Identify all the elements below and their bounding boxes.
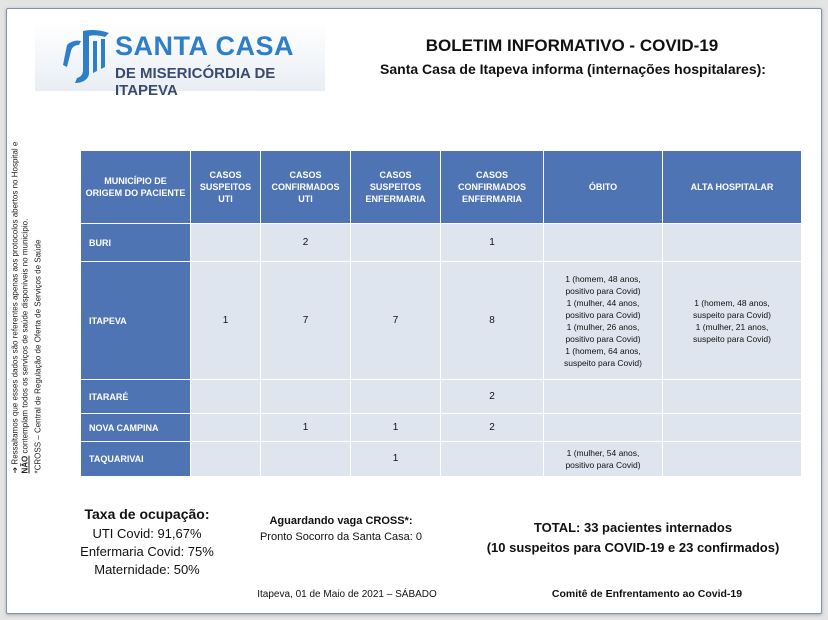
total-breakdown: (10 suspeitos para COVID-19 e 23 confirmados) [486, 540, 780, 555]
municipio-cell: ITAPEVA [81, 262, 191, 380]
table-row [81, 414, 802, 442]
susp-uti-cell [191, 380, 261, 414]
waiting-line: Pronto Socorro da Santa Casa: 0 [259, 531, 423, 543]
conf-enf-cell [441, 442, 544, 477]
conf-enf-cell: 2 [441, 414, 544, 442]
santa-casa-logo [35, 21, 325, 99]
bulletin-title: BOLETIM INFORMATIVO - COVID-19 [425, 36, 719, 55]
obito-line: positivo para Covid) [565, 333, 641, 344]
waiting-title: Aguardando vaga CROSS*: [269, 515, 413, 527]
susp-uti-cell [191, 442, 261, 477]
header-susp-uti: CASOS SUSPEITOS UTI [191, 151, 261, 224]
total-block [459, 518, 807, 558]
municipio-cell: ITARARÉ [81, 380, 191, 414]
conf-uti-cell [261, 380, 351, 414]
alta-cell [663, 442, 802, 477]
obito-line: 1 (homem, 48 anos, [565, 273, 641, 284]
obito-line: positivo para Covid) [565, 309, 641, 320]
conf-uti-cell: 2 [261, 224, 351, 262]
cross-note: *CROSS – Central de Regulação de Oferta de Serviços de Saúde [33, 239, 43, 474]
header-conf-uti: CASOS CONFIRMADOS UTI [261, 151, 351, 224]
obito-line: 1 (homem, 64 anos, [565, 345, 641, 356]
bulletin-subtitle: Santa Casa de Itapeva informa (internações hospitalares): [380, 61, 766, 77]
susp-enf-cell: 1 [351, 414, 441, 442]
conf-enf-cell: 1 [441, 224, 544, 262]
conf-uti-cell: 7 [261, 262, 351, 380]
header-susp-enf: CASOS SUSPEITOS ENFERMARIA [351, 151, 441, 224]
bulletin-card [6, 8, 822, 614]
obito-line: 1 (mulher, 44 anos, [566, 297, 640, 308]
alta-line: 1 (mulher, 21 anos, [695, 321, 769, 332]
table-row [81, 380, 802, 414]
conf-uti-cell: 1 [261, 414, 351, 442]
santa-casa-emblem-icon [61, 27, 113, 87]
municipio-cell: BURI [81, 224, 191, 262]
obito-cell [544, 380, 663, 414]
table-row [81, 224, 802, 262]
municipio-cell: TAQUARIVAI [81, 442, 191, 477]
occupancy-title: Taxa de ocupação: [84, 506, 210, 522]
table-header-row [81, 151, 802, 224]
alta-cell [663, 380, 802, 414]
side-note-nao: NÃO [20, 455, 30, 474]
obito-line: suspeito para Covid) [564, 357, 642, 368]
header-municipio: MUNICÍPIO DE ORIGEM DO PACIENTE [81, 151, 191, 224]
side-note-part2: contemplam todos os serviços de saúde disponíveis no município. [20, 218, 30, 454]
conf-enf-cell: 2 [441, 380, 544, 414]
occupancy-uti: UTI Covid: 91,67% [92, 526, 202, 541]
susp-enf-cell: 7 [351, 262, 441, 380]
occupancy-maternidade: Maternidade: 50% [94, 562, 200, 577]
logo-title: SANTA CASA [115, 31, 294, 61]
susp-uti-cell [191, 224, 261, 262]
alta-line: suspeito para Covid) [693, 309, 771, 320]
susp-enf-cell [351, 224, 441, 262]
logo-subtitle: DE MISERICÓRDIA DE ITAPEVA [115, 65, 276, 99]
table-row [81, 442, 802, 477]
obito-line: positivo para Covid) [565, 460, 641, 470]
susp-uti-cell: 1 [191, 262, 261, 380]
obito-line: positivo para Covid) [565, 285, 641, 296]
waiting-block [241, 515, 441, 543]
table-row [81, 262, 802, 380]
occupancy-enfermaria: Enfermaria Covid: 75% [80, 544, 214, 559]
obito-cell [544, 414, 663, 442]
susp-enf-cell: 1 [351, 442, 441, 477]
conf-enf-cell: 8 [441, 262, 544, 380]
municipio-cell: NOVA CAMPINA [81, 414, 191, 442]
alta-line: suspeito para Covid) [693, 333, 771, 344]
susp-uti-cell [191, 414, 261, 442]
obito-cell [544, 262, 663, 380]
obito-line: 1 (mulher, 26 anos, [566, 321, 640, 332]
cases-table [80, 150, 802, 477]
side-note-part1: Ressaltamos que esses dados são referentes apenas aos protocolos abertos no Hospital e [10, 141, 20, 465]
alta-line: 1 (homem, 48 anos, [694, 297, 770, 308]
occupancy-block [47, 506, 247, 579]
susp-enf-cell [351, 380, 441, 414]
obito-line: 1 (mulher, 54 anos, [566, 448, 640, 458]
total-line: TOTAL: 33 pacientes internados [533, 520, 733, 535]
obito-cell [544, 442, 663, 477]
header-alta: ALTA HOSPITALAR [663, 151, 802, 224]
obito-cell [544, 224, 663, 262]
conf-uti-cell [261, 442, 351, 477]
bulletin-date: Itapeva, 01 de Maio de 2021 – SÁBADO [257, 589, 437, 600]
header-obito: ÓBITO [544, 151, 663, 224]
arrow-icon: ➔ [10, 466, 20, 474]
alta-cell [663, 414, 802, 442]
header-conf-enf: CASOS CONFIRMADOS ENFERMARIA [441, 151, 544, 224]
side-note [11, 134, 44, 474]
alta-cell [663, 262, 802, 380]
alta-cell [663, 224, 802, 262]
committee-name: Comitê de Enfrentamento ao Covid-19 [551, 588, 743, 600]
